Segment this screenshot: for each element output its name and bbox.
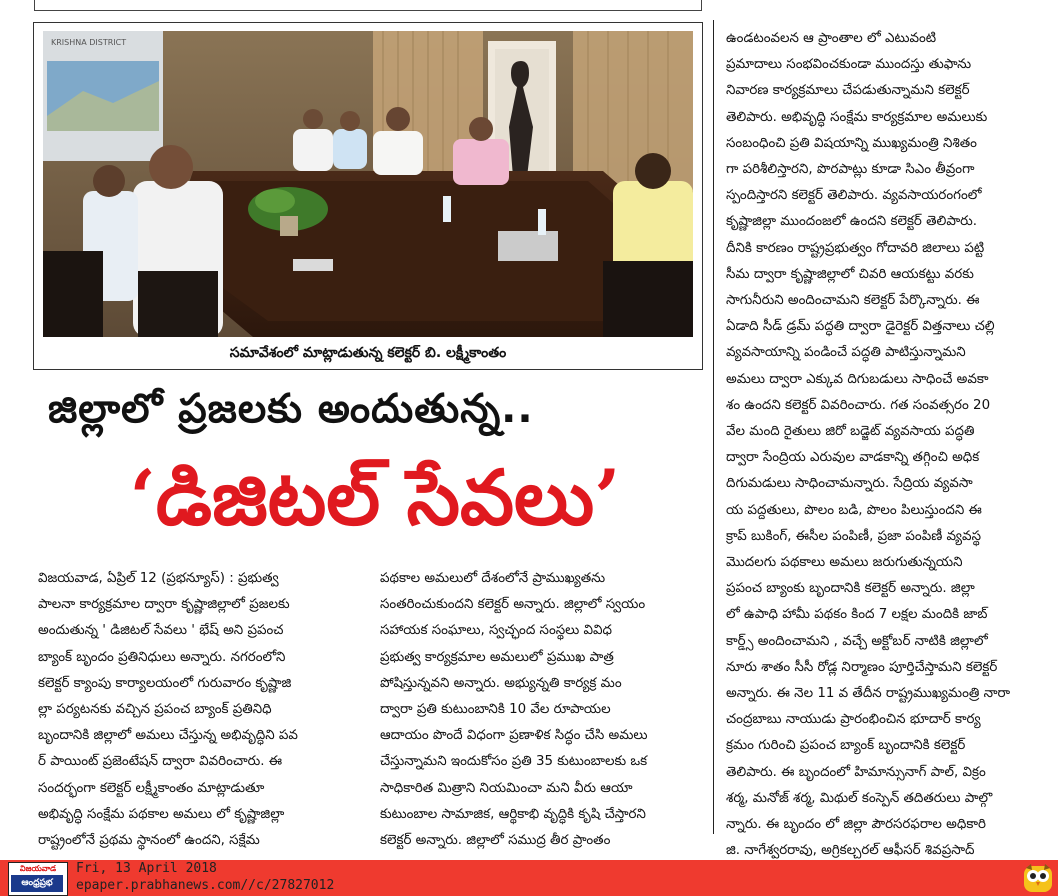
text-line: అమలు ద్వారా ఎక్కువ దిగుబడులు సాధించే అవకా (726, 371, 989, 387)
text-line: దిగుమడులు సాధించామన్నారు. సేద్రియ వ్యవసా (726, 476, 973, 492)
text-line: శర్మ, మనోజ్ శర్మ, మిథుల్ కంస్పెన్ తదితరులు పాల్గొ (726, 790, 993, 806)
photo-caption: సమావేశంలో మాట్లాడుతున్న కలెక్టర్ బి. లక్ష్మీకాంతం (229, 345, 507, 361)
text-line: సహాయక సంఘాలు, స్వచ్ఛంద సంస్థలు వివిధ (380, 623, 613, 639)
text-line: ప్రపంచ బ్యాంకు బృందానికి కలెక్టర్ అన్నారు. జిల్లా (726, 581, 975, 597)
text-line: వ్యవసాయాన్ని పండించే పద్ధతి పాటిస్తున్నామని (726, 345, 966, 361)
newspaper-logo[interactable] (8, 862, 68, 896)
text-line: ద్వారా ప్రతి కుటుంబానికి 10 వేల రూపాయల (380, 702, 611, 718)
article-column-2 (380, 566, 705, 854)
text-line: కుటుంబాల సామాజిక, ఆర్థికాభి వృద్ధికి కృషి చేస్తారని (380, 806, 646, 822)
text-line: ర్ పాయింట్ ప్రజెంటేషన్ ద్వారా వివరించారు. ఈ (38, 754, 283, 770)
text-line: అందుతున్న ' డిజిటల్ సేవలు ' భేష్ అని ప్రపంచ (38, 623, 284, 639)
text-line: క్రాప్ బుకింగ్, ఈసీల పంపిణీ, ప్రజా పంపిణీ వ్యవస్థ (726, 528, 981, 544)
text-line: పాలనా కార్యక్రమాల ద్వారా కృష్ణాజిల్లాలో ప్రజలకు (38, 597, 290, 613)
text-line: రాష్ట్రంలోనే ప్రథమ స్థానంలో ఉందని, సక్షేమ (38, 833, 260, 849)
text-line: నివారణ కార్యక్రమాలు చేపడుతున్నామని కలెక్టర్ (726, 83, 970, 99)
text-line: ద్వారా సేంద్రియ ఎరువుల వాడకాన్ని తగ్గించి అధిక (726, 450, 980, 466)
text-line: జి. నాగేశ్వరరావు, అగ్రికల్చరల్ ఆఫీసర్ శివప్రసాద్ (726, 843, 975, 859)
article-headline: ‘డిజిటల్ సేవలు’ (129, 453, 621, 542)
article-column-1 (38, 566, 368, 854)
text-line: నూరు శాతం సీసీ రోడ్ల నిర్మాణం పూర్తిచేస్తామని కలెక్టర్ (726, 659, 998, 675)
text-line: సంబంధించి ప్రతి విషయాన్ని ముఖ్యమంత్రి నిశితం (726, 135, 977, 151)
text-line: తెలిపారు. ఈ బృందంలో హిమాన్సునాగ్ పాల్, విక్రం (726, 764, 986, 780)
text-line: పోషిస్తున్నవని అన్నారు. అభ్యున్నతి కార్యక్ర మం (380, 675, 622, 691)
epaper-url-link[interactable]: epaper.prabhanews.com//c/27827012 (76, 878, 335, 893)
article-column-3 (726, 26, 1048, 891)
text-line: చంద్రబాబు నాయుడు ప్రారంభించిన భూదార్ కార్య (726, 712, 981, 728)
text-line: లో ఉపాధి హామీ పథకం కింద 7 లక్షల మందికి జాబ్ (726, 607, 988, 623)
text-line: ప్రభుత్వ కార్యక్రమాల అమలులో ప్రముఖ పాత్ర (380, 649, 614, 665)
text-line: ఉండటంవలన ఆ ప్రాంతాల లో ఎటువంటి (726, 31, 937, 46)
text-line: అభివృద్ధి సంక్షేమ పథకాల అమలు లో కృష్ణాజిల్లా (38, 806, 285, 822)
epaper-footer-bar (0, 860, 1058, 896)
text-line: చేస్తున్నామని ఇందుకోసం ప్రతి 35 కుటుంబాలకు ఒక (380, 754, 648, 770)
text-line: బ్యాంక్ బృందం ప్రతినిధులు అన్నారు. నగరంలోని (38, 649, 286, 665)
text-line: స్పందిస్తారని కలెక్టర్ తెలిపారు. వ్యవసాయరంగంలో (726, 188, 982, 204)
text-line: తెలిపారు. అభివృద్ధి సంక్షేమ కార్యక్రమాల అమలుకు (726, 109, 988, 125)
text-line: ల్లా పర్యటనకు వచ్చిన ప్రపంచ బ్యాంక్ ప్రతినిధి (38, 702, 272, 718)
text-line: దీనికి కారణం రాష్ట్రప్రభుత్వం గోదావరి జిలాలు పట్టి (726, 240, 985, 256)
text-line: కృష్ణాజిల్లా ముందంజలో ఉందని కలెక్టర్ తెలిపారు. (726, 214, 977, 230)
text-line: ప్రమాదాలు సంభవించకుండా ముందస్తు తుఫాను (726, 57, 972, 73)
text-line: శం ఉందని కలెక్టర్ వివరించారు. గత సంవత్సరం 20 (726, 397, 991, 413)
text-line: సీమ ద్వారా కృష్ణాజిల్లాలో చివరి ఆయకట్టు వరకు (726, 266, 974, 282)
text-line: అన్నారు. ఈ నెల 11 వ తేదీన రాష్ట్రముఖ్యమంత్రి నారా (726, 686, 1011, 702)
text-line: న్నారు. ఈ బృందం లో జిల్లా పౌరసరఫరాల అధికారి (726, 817, 986, 833)
text-line: వేల మంది రైతులు జిరో బడ్జెట్ వ్యవసాయ పద్ధతి (726, 424, 975, 440)
text-line: ఏడాది సీడ్ డ్రమ్ పద్ధతి ద్వారా డైరెక్టర్ విత్తనాలు చల్లి (726, 319, 995, 335)
column-divider (713, 20, 714, 834)
text-line: సాధికారిత మిత్రాని నియమించా మని వీరు ఆయా (380, 780, 633, 796)
text-line: మొదలగు పథకాలు అమలు జరుగుతున్నయని (726, 555, 963, 571)
article-kicker: జిల్లాలో ప్రజలకు అందుతున్న.. (48, 386, 534, 432)
text-line: సందర్భంగా కలెక్టర్ లక్ష్మీకాంతం మాట్లాడుతూ (38, 780, 265, 796)
text-line: సంతరించుకుందని కలెక్టర్ అన్నారు. జిల్లాలో స్వయం (380, 597, 646, 613)
owl-mascot-icon (1022, 862, 1054, 894)
text-line: కలెక్టర్ క్యాంపు కార్యాలయంలో గురువారం కృష్ణాజి (38, 675, 292, 691)
edition-date: Fri, 13 April 2018 (76, 861, 217, 876)
text-line: కలెక్టర్ అన్నారు. జిల్లాలో సముద్ర తీర ప్రాంతం (380, 833, 611, 849)
text-line: సాగునీరుని అందించామని కలెక్టర్ పేర్కొన్నారు. ఈ (726, 293, 980, 309)
text-line: బృందానికి జిల్లాలో అమలు చేస్తున్న అభివృద్ధిని పవ (38, 728, 298, 744)
photo-box (33, 22, 703, 370)
text-line: పథకాల అమలులో దేశంలోనే ప్రాముఖ్యతను (380, 571, 606, 586)
text-line: ఆదాయం పొందే విధంగా ప్రణాళిక సిద్ధం చేసి అమలు (380, 728, 648, 744)
text-line: క్రమం గురించి ప్రపంచ బ్యాంక్ బృందానికి కలెక్టర్ (726, 738, 966, 754)
text-line: విజయవాడ, ఏప్రిల్ 12 (ప్రభన్యూస్) : ప్రభుత్వ (38, 571, 279, 586)
screen-title: KRISHNA DISTRICT (51, 38, 127, 47)
logo-name: ఆంధ్రప్రభ (11, 875, 63, 892)
top-border (34, 0, 702, 11)
text-line: గా పరిశీలిస్తారని, పొరపాట్లు కూడా సిఎం తీవ్రంగా (726, 162, 975, 178)
meeting-photo (43, 31, 693, 337)
meeting-photo-illustration (43, 31, 693, 337)
text-line: కార్డ్స్ అందించామని , వచ్చే అక్టోబర్ నాటికి జిల్లాలో (726, 633, 988, 649)
text-line: య పద్దతులు, పొలం బడి, పొలం పిలుస్తుందని ఈ (726, 502, 982, 518)
logo-edition: విజయవాడ (19, 864, 57, 873)
